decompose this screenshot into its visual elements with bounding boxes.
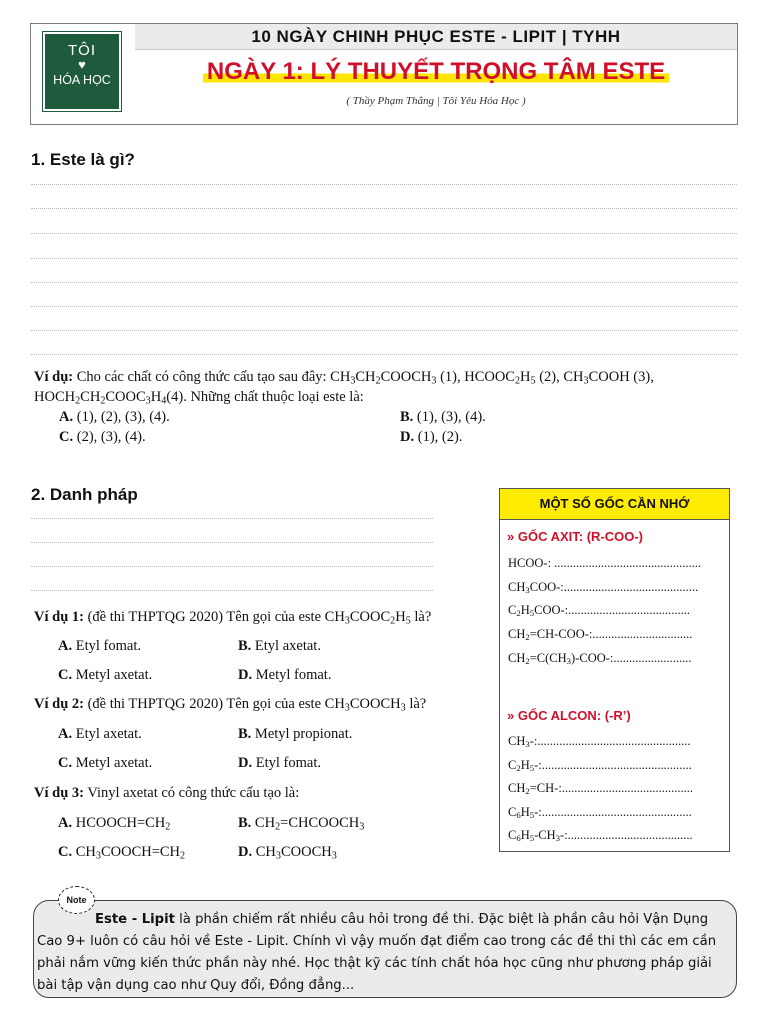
logo-line1: TÔI xyxy=(68,42,96,59)
alcohol-line: $C_6H_5-$:................................................ xyxy=(508,805,692,820)
question-2: Ví dụ 2: (đề thi THPTQG 2020) Tên gọi của este $CH_3COOCH_3$ là? xyxy=(34,696,427,714)
reference-box-title: MỘT SỐ GỐC CẦN NHỚ xyxy=(500,489,729,520)
note-body: là phần chiếm rất nhiều câu hỏi trong đề thi. Đặc biệt là phần câu hỏi Vận Dụng Cao 9+ luôn có câu hỏi về Este - Lipit. Chính vì vậy muốn đạt điểm cao trong các đề thi thì các em cần phải nắm vững kiến thức phần này nhé. Học thật kỹ các tính chất hóa học cũng như phương pháp giải bài tập vận dụng cao như Quy đổi, Đồng đẳng... xyxy=(37,912,717,993)
acid-line: $CH_2=C(CH_3)-COO-$:......................... xyxy=(508,651,692,666)
writing-line xyxy=(31,282,737,283)
writing-line xyxy=(31,306,737,307)
q3-option-b: B. $CH_2=CHCOOCH_3$ xyxy=(238,815,365,833)
q1-option-c: C. Metyl axetat. xyxy=(58,667,153,683)
writing-line xyxy=(31,518,433,519)
alcohol-heading: » GỐC ALCON: (-R’) xyxy=(507,708,631,723)
heart-icon: ♥ xyxy=(78,57,86,72)
logo xyxy=(43,32,121,111)
alcohol-line: $CH_2=CH-$:.......................................... xyxy=(508,781,694,796)
note-lead: Este - Lipit xyxy=(95,912,175,927)
example-label: Ví dụ: xyxy=(34,369,74,385)
question-3: Ví dụ 3: Vinyl axetat có công thức cấu tạo là: xyxy=(34,785,300,801)
acid-heading: » GỐC AXIT: (R-COO-) xyxy=(507,529,644,544)
acid-line: $CH_2=CH-COO-$:................................ xyxy=(508,627,693,642)
note-text xyxy=(37,909,733,997)
q1-option-d: D. Metyl fomat. xyxy=(238,667,332,683)
question-1: Ví dụ 1: (đề thi THPTQG 2020) Tên gọi của este $CH_3COOC_2H_5$ là? xyxy=(34,609,432,627)
acid-line: $C_2H_5COO-$:....................................... xyxy=(508,603,691,618)
writing-line xyxy=(31,184,737,185)
logo-line3: HÓA HỌC xyxy=(53,73,111,87)
section1-heading: 1. Este là gì? xyxy=(31,150,135,169)
example-text: Cho các chất có công thức cấu tạo sau đây: $CH_3CH_2COOCH_3$ (1), $HCOOC_2H_5$ (2), $CH_3COOH$ (3), $HOCH_2CH_2COOC_3H_4(4)$. Những chất thuộc loại este là: xyxy=(34,369,654,407)
option-c: C. (2), (3), (4). xyxy=(59,429,146,445)
writing-line xyxy=(31,233,737,234)
q2-option-c: C. Metyl axetat. xyxy=(58,755,153,771)
series-title: 10 NGÀY CHINH PHỤC ESTE - LIPIT | TYHH xyxy=(135,24,737,50)
writing-line xyxy=(31,208,737,209)
page-title: NGÀY 1: LÝ THUYẾT TRỌNG TÂM ESTE xyxy=(135,58,737,86)
alcohol-line: $C_2H_5-$:................................................ xyxy=(508,758,692,773)
writing-line xyxy=(31,354,737,355)
option-b: B. (1), (3), (4). xyxy=(400,409,486,425)
acid-line: HCOO-: ............................................... xyxy=(508,556,702,570)
option-a: A. (1), (2), (3), (4). xyxy=(59,409,170,425)
q3-option-c: C. $CH_3COOCH=CH_2$ xyxy=(58,844,186,862)
q2-option-d: D. Etyl fomat. xyxy=(238,755,321,771)
alcohol-line: $CH_3-$:................................................. xyxy=(508,734,691,749)
q1-option-a: A. Etyl fomat. xyxy=(58,638,141,654)
alcohol-line: $C_6H_5-CH_3-$:........................................ xyxy=(508,828,693,843)
q2-option-b: B. Metyl propionat. xyxy=(238,726,353,742)
writing-line xyxy=(31,330,737,331)
q1-option-b: B. Etyl axetat. xyxy=(238,638,321,654)
writing-line xyxy=(31,258,737,259)
option-d: D. (1), (2). xyxy=(400,429,463,445)
section2-heading: 2. Danh pháp xyxy=(31,485,138,504)
note-badge: Note xyxy=(58,886,95,914)
writing-line xyxy=(31,566,433,567)
writing-line xyxy=(31,590,433,591)
subtitle: ( Thầy Phạm Thắng | Tôi Yêu Hóa Học ) xyxy=(346,95,526,107)
acid-line: $CH_3COO-$:........................................... xyxy=(508,580,699,595)
example-question xyxy=(34,367,734,407)
writing-line xyxy=(31,542,433,543)
q3-option-d: D. $CH_3COOCH_3$ xyxy=(238,844,337,862)
q2-option-a: A. Etyl axetat. xyxy=(58,726,142,742)
q3-option-a: A. $HCOOCH=CH_2$ xyxy=(58,815,171,833)
